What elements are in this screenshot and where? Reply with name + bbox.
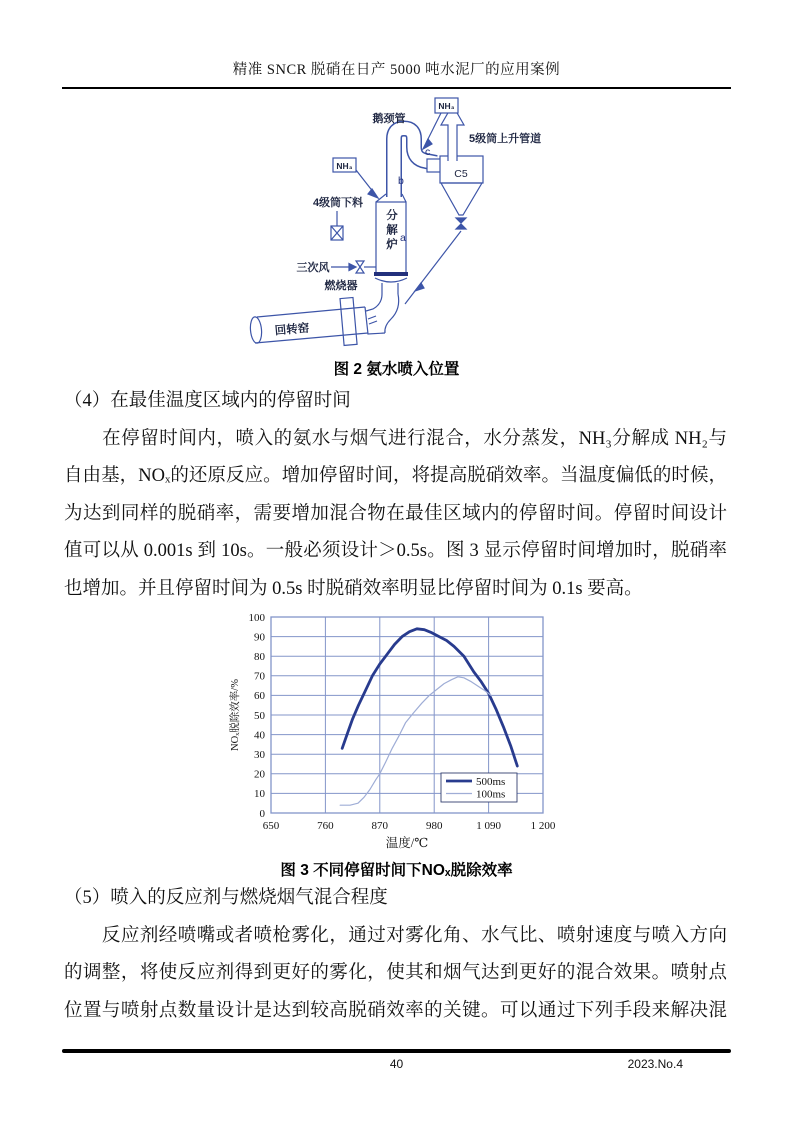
body-line: 位置与喷射点数量设计是达到较高脱硝效率的关键。可以通过下列手段来解决混 (64, 1000, 727, 1021)
nh3-top-label: NH₃ (438, 101, 455, 111)
meal-line-arrowhead (415, 283, 424, 291)
figure2-caption: 图 2 氨水喷入位置 (333, 361, 460, 378)
y-tick-label: 100 (248, 611, 265, 624)
c5-cone (441, 183, 482, 215)
nh3-left-arrowhead (368, 189, 378, 198)
y-tick-label: 70 (254, 670, 265, 683)
section-4-body (64, 421, 727, 609)
y-tick-label: 50 (254, 709, 265, 722)
point-c-label: c (425, 146, 431, 158)
figure3-chart (225, 606, 573, 856)
x-tick-label: 1 200 (530, 820, 556, 832)
calciner-label: 分解炉 (385, 209, 397, 253)
body-line: 的调整，将使反应剂得到更好的雾化，使其和烟气达到更好的混合效果。喷射点 (64, 963, 727, 983)
calciner-neck (382, 283, 398, 294)
kiln-tyre-band (340, 297, 357, 345)
series-500ms (342, 629, 517, 766)
page-number: 40 (389, 1057, 404, 1071)
c5-label: C5 (454, 168, 468, 180)
chart-legend (441, 773, 517, 802)
point-b-label: b (398, 175, 404, 187)
y-tick-label: 0 (259, 807, 265, 820)
y-tick-label: 30 (254, 749, 265, 761)
x-tick-label: 1 090 (476, 820, 501, 832)
body-line: 反应剂经喷嘴或者喷枪雾化，通过对雾化角、水气比、喷射速度与喷入方向 (64, 925, 727, 946)
tertiary-air-arrowhead (349, 264, 356, 271)
y-tick-label: 90 (254, 631, 265, 644)
section-5-body (64, 918, 727, 1031)
y-tick-label: 20 (254, 768, 265, 781)
figure3-caption: 图 3 不同停留时间下NOₓ脱除效率 (280, 862, 513, 879)
section-5 (64, 880, 727, 1030)
body-line: 在停留时间内，喷入的氨水与烟气进行混合，水分蒸发，NH₃分解成 NH₂与 (64, 428, 727, 449)
footer-rule (62, 1049, 731, 1053)
x-tick-label: 760 (317, 820, 334, 832)
legend-label-100ms: 100ms (476, 788, 506, 801)
figure2-diagram (235, 95, 575, 365)
burner-arc (375, 278, 407, 282)
body-line: 自由基，NOₓ的还原反应。增加停留时间，将提高脱硝效率。当温度偏低的时候， (64, 466, 727, 486)
header-rule (62, 87, 731, 89)
section-5-heading: （5）喷入的反应剂与燃烧烟气混合程度 (64, 888, 388, 908)
section-4-heading: （4）在最佳温度区域内的停留时间 (64, 391, 351, 411)
point-a-label: a (400, 232, 406, 244)
x-tick-label: 980 (425, 820, 443, 832)
kiln-seal-ticks (368, 316, 377, 324)
c5-discharge-valve (456, 218, 466, 229)
x-axis-title: 温度/℃ (385, 836, 429, 850)
burner-label: 燃烧器 (324, 280, 358, 292)
y-tick-label: 60 (254, 690, 265, 703)
x-tick-label: 650 (262, 820, 280, 832)
kiln-label: 回转窑 (274, 322, 310, 338)
gooseneck-label: 鹅颈管 (372, 113, 406, 125)
riser5-label: 5级筒上升管道 (469, 133, 542, 145)
elbow-outer (385, 294, 399, 333)
body-line: 也增加。并且停留时间为 0.5s 时脱硝效率明显比停留时间为 0.1s 要高。 (64, 578, 643, 599)
feed4-label: 4级筒下料 (312, 197, 364, 209)
legend-label-500ms: 500ms (476, 776, 506, 788)
tertiary-air-label: 三次风 (296, 262, 330, 274)
section-4 (64, 383, 727, 608)
kiln-end-cap (249, 316, 262, 343)
y-tick-label: 10 (254, 788, 265, 801)
x-tick-label: 870 (371, 820, 389, 832)
elbow-inner (366, 294, 382, 311)
issue-number: 2023.No.4 (627, 1057, 683, 1071)
y-axis-title: NOₓ脱除效率/% (230, 679, 241, 751)
c5-meal-line (405, 231, 461, 304)
y-tick-label: 40 (254, 729, 265, 742)
kiln-shell (255, 307, 368, 343)
page-title: 精准 SNCR 脱硝在日产 5000 吨水泥厂的应用案例 (232, 62, 561, 78)
nh3-left-label: NH₃ (336, 161, 353, 171)
body-line: 为达到同样的脱硝率，需要增加混合物在最佳区域内的停留时间。停留时间设计 (64, 503, 727, 524)
body-line: 值可以从 0.001s 到 10s。一般必须设计＞0.5s。图 3 显示停留时间增加时，脱硝率 (64, 541, 727, 561)
y-tick-label: 80 (254, 651, 265, 663)
